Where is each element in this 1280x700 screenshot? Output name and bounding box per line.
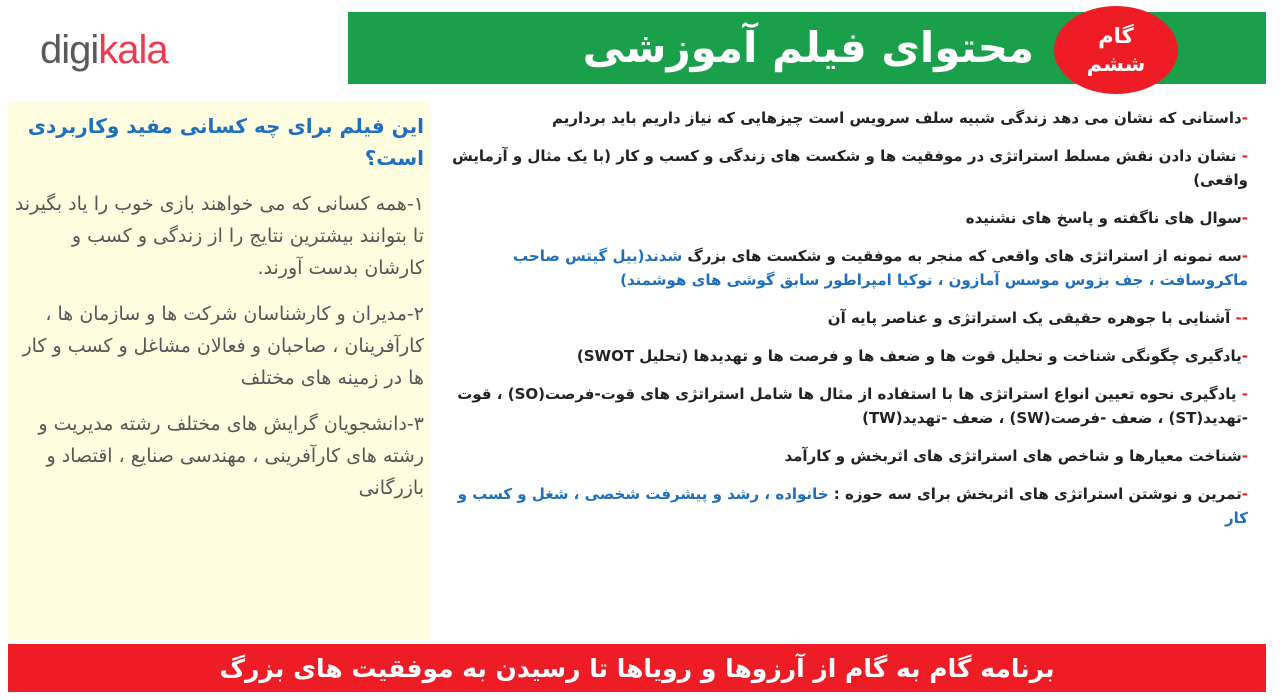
content-item <box>436 444 1248 468</box>
audience-panel <box>8 102 430 640</box>
content-item <box>436 344 1248 368</box>
step-badge-line2: ششم <box>1086 52 1146 76</box>
bullet-dash: - <box>1236 147 1248 165</box>
content-item-text: سوال های ناگفته و پاسخ های نشنیده <box>965 209 1242 227</box>
audience-item: ۱-همه کسانی که می خواهند بازی خوب را یاد بگیرند تا بتوانند بیشترین نتایج را از زندگی و کسب و کارشان بدست آورند. <box>14 193 424 279</box>
content-list <box>436 106 1248 538</box>
page-title: محتوای فیلم آموزشی <box>582 23 1034 72</box>
content-item <box>436 244 1248 292</box>
bullet-dash: - <box>1241 209 1248 227</box>
logo-text-digi: digi <box>40 28 99 72</box>
bullet-dash: - <box>1241 247 1248 265</box>
content-item-text: شناخت معیارها و شاخص های استراتژی های اثربخش و کارآمد <box>784 447 1242 465</box>
content-item-highlight: شدند(بیل گیتس صاحب ماکروسافت ، جف بزوس موسس آمازون ، نوکیا امپراطور سابق گوشی های هوشمند) <box>513 247 1248 289</box>
digikala-logo[interactable] <box>40 30 168 70</box>
content-item-text: تمرین و نوشتن استراتژی های اثربخش برای سه حوزه : <box>828 485 1242 503</box>
content-item-highlight: خانواده ، رشد و پیشرفت شخصی ، شغل و کسب و کار <box>457 485 1248 527</box>
audience-item: ۲-مدیران و کارشناسان شرکت ها و سازمان ها ، کارآفرینان ، صاحبان و فعالان مشاغل و کسب و کار ها در زمینه های مختلف <box>22 303 424 389</box>
content-item <box>436 382 1248 430</box>
content-item-text: سه نمونه از استراتژی های واقعی که منجر به موفقیت و شکست های بزرگ <box>682 247 1242 265</box>
bullet-dash: - <box>1241 109 1248 127</box>
audience-item: ۳-دانشجویان گرایش های مختلف رشته مدیریت و رشته های کارآفرینی ، مهندسی صنایع ، اقتصاد و بازرگانی <box>38 413 424 499</box>
footer-banner <box>8 644 1266 692</box>
bullet-dash: - <box>1241 485 1248 503</box>
content-item <box>436 144 1248 192</box>
content-item-text: یادگیری نحوه تعیین انواع استراتژی ها با استفاده از مثال ها شامل استراتژی های قوت-فرصت(SO) ، قوت -تهدید(ST) ، ضعف -فرصت(SW) ، ضعف -تهدید(TW) <box>457 385 1248 427</box>
content-item-text: داستانی که نشان می دهد زندگی شبیه سلف سرویس است چیزهایی که نیاز داریم باید برداریم <box>552 109 1242 127</box>
content-item-text: آشنایی با جوهره حقیقی یک استراتژی و عناصر پایه آن <box>827 309 1231 327</box>
logo-text-kala: kala <box>98 28 168 72</box>
audience-question: این فیلم برای چه کسانی مفید وکاربردی است؟ <box>27 114 424 170</box>
bullet-dash: -- <box>1230 309 1248 327</box>
content-item <box>436 306 1248 330</box>
content-item <box>436 106 1248 130</box>
step-badge-line1: گام <box>1098 24 1134 48</box>
content-item <box>436 206 1248 230</box>
content-item-text: نشان دادن نقش مسلط استراتژی در موفقیت ها و شکست های زندگی و کسب و کار (با یک مثال و آزمایش واقعی) <box>452 147 1248 189</box>
footer-slogan: برنامه گام به گام از آرزوها و رویاها تا رسیدن به موفقیت های بزرگ <box>219 653 1055 683</box>
content-item <box>436 482 1248 530</box>
content-item-text: یادگیری چگونگی شناخت و تحلیل قوت ها و ضعف ها و فرصت ها و تهدیدها (تحلیل SWOT) <box>576 347 1242 365</box>
bullet-dash: - <box>1236 385 1248 403</box>
bullet-dash: - <box>1241 447 1248 465</box>
step-badge <box>1054 6 1178 94</box>
bullet-dash: - <box>1241 347 1248 365</box>
